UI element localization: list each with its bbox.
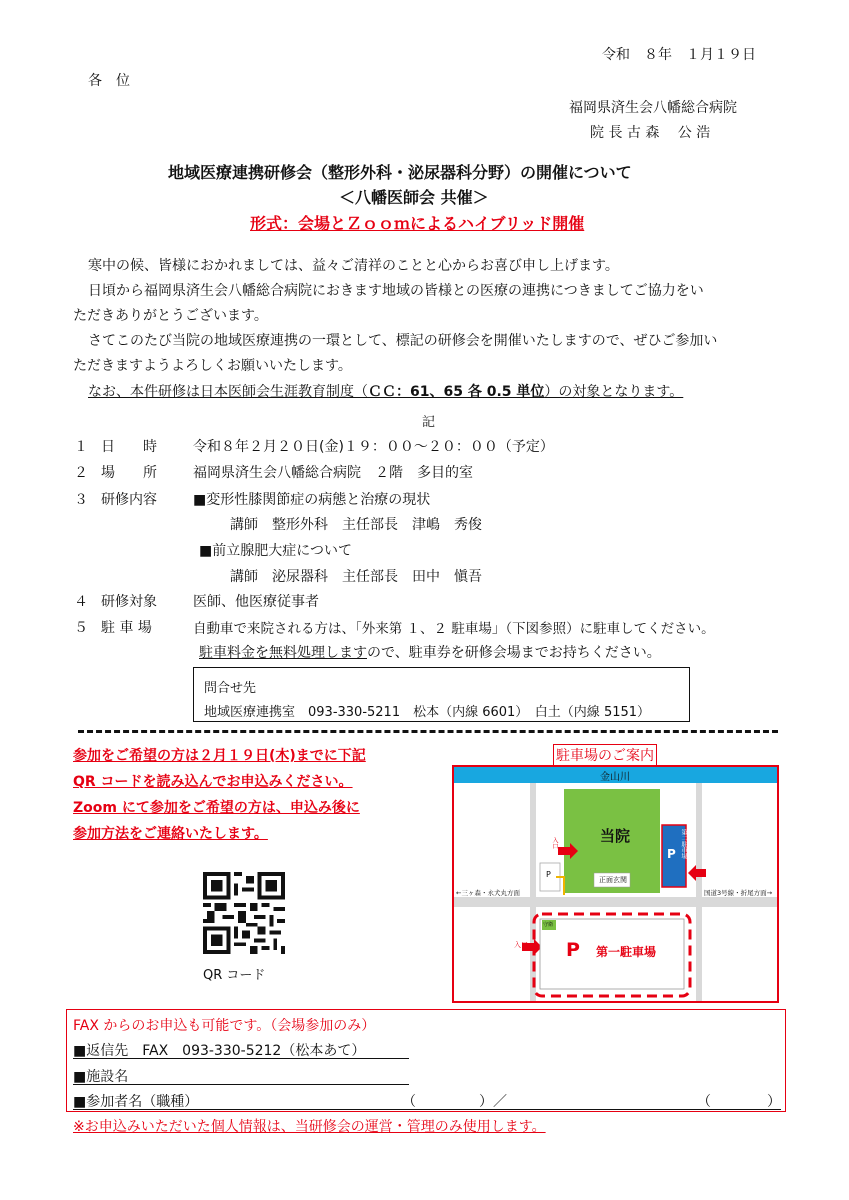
participant-paren-open-2: （: [697, 1094, 711, 1110]
participant-paren-close-2: ）: [767, 1094, 781, 1110]
contact-details: 地域医療連携室 093-330-5211 松本（内線 6601） 白土（内線 5151）: [204, 705, 651, 720]
paragraph-4: [88, 385, 683, 399]
entrance-label-bottom: 入口: [514, 941, 528, 949]
paragraph-3b: ただきますようよろしくお願いいたします。: [73, 358, 352, 374]
parking-1-mark: P: [566, 939, 580, 961]
parking-2-label: 第二駐車場: [680, 829, 687, 859]
road-main: [454, 897, 777, 907]
fax-reply-to: ■返信先 FAX 093-330-5212（松本あて）: [73, 1043, 366, 1059]
item-1-num: １: [74, 439, 88, 455]
road-right-label: 国道3号線・折尾方面→: [704, 889, 773, 897]
topic-2: ■前立腺肥大症について: [199, 543, 352, 559]
facility-field[interactable]: [73, 1084, 409, 1085]
contact-box: [193, 667, 690, 722]
qr-code[interactable]: [203, 872, 285, 954]
apply-line-2: QR コードを読み込んでお申込みください。: [73, 774, 353, 790]
facility-label: ■施設名: [73, 1069, 129, 1085]
main-entrance-label: 正面玄関: [599, 876, 627, 884]
parking-map: [452, 765, 779, 1003]
fax-heading: FAX からのお申込も可能です。（会場参加のみ）: [73, 1018, 376, 1034]
entrance-label-left: 入口: [551, 837, 558, 849]
river-label: 金山川: [600, 772, 630, 783]
item-4-value: 医師、他医療従事者: [193, 594, 319, 610]
road-left-label: ←三ヶ森・永犬丸方面: [456, 889, 520, 897]
road-right: [696, 783, 702, 1001]
item-2-num: ２: [74, 465, 88, 481]
participant-field[interactable]: [73, 1109, 781, 1110]
cc-post: ）の対象となります。: [544, 384, 684, 400]
parking-2-mark: P: [667, 847, 676, 861]
item-2-label: 場 所: [101, 465, 157, 481]
paragraph-1: 寒中の候、皆様におかれましては、益々ご清祥のことと心からお喜び申し上げます。: [88, 258, 619, 274]
item-2-value: 福岡県済生会八幡総合病院 ２階 多目的室: [193, 465, 473, 481]
lecturer-2: 講師 泌尿器科 主任部長 田中 愼吾: [230, 569, 482, 585]
parking-note: [199, 642, 661, 662]
qr-label: QR コード: [203, 968, 266, 983]
participant-label: ■参加者名（職種）: [73, 1094, 199, 1110]
paragraph-2b: ただきありがとうございます。: [73, 308, 268, 324]
section-divider: [78, 730, 778, 733]
parking-1-label: 第一駐車場: [596, 945, 657, 959]
item-5-label: 駐 車 場: [101, 620, 152, 636]
parking-rest: ので、駐車券を研修会場までお持ちください。: [367, 645, 661, 661]
item-5-num: ５: [74, 620, 88, 636]
format-title: 形式：会場とＺｏｏｍによるハイブリッド開催: [250, 214, 585, 233]
main-title: 地域医療連携研修会（整形外科・泌尿器科分野）の開催について: [168, 163, 632, 182]
cc-credits: ＣＣ：61、65 各 0.5 単位: [368, 384, 545, 400]
reply-underline: [73, 1058, 409, 1059]
apply-line-4: 参加方法をご連絡いたします。: [73, 826, 268, 842]
sender-org: 福岡県済生会八幡総合病院: [569, 100, 737, 116]
item-1-label: 日 時: [101, 439, 157, 455]
fax-form: [66, 1009, 786, 1112]
sub-title: ＜八幡医師会 共催＞: [339, 188, 489, 207]
cc-pre: なお、本件研修は日本医師会生涯教育制度（: [88, 384, 368, 400]
hospital-label: 当院: [600, 827, 631, 845]
participant-paren-open: （: [402, 1094, 416, 1110]
topic-1: ■変形性膝関節症の病態と治療の現状: [193, 492, 431, 508]
parking-free: 駐車料金を無料処理します: [199, 645, 367, 661]
guard-label: 守衛: [543, 922, 554, 928]
addressee: 各 位: [88, 73, 130, 89]
small-parking-mark: P: [546, 870, 551, 879]
item-4-label: 研修対象: [101, 594, 157, 610]
date: 令和 ８年 １月１９日: [602, 47, 756, 63]
item-3-num: ３: [74, 492, 88, 508]
item-1-value: 令和８年２月２０日(金)１９：００〜２０：００（予定）: [193, 439, 554, 455]
footer-note: ※お申込みいただいた個人情報は、当研修会の運営・管理のみ使用します。: [73, 1119, 546, 1135]
contact-heading: 問合せ先: [204, 681, 257, 696]
item-5-value: 自動車で来院される方は、「外来第 １、２ 駐車場」（下図参照）に駐車してください。: [193, 621, 715, 637]
item-4-num: ４: [74, 594, 88, 610]
map-title: 駐車場のご案内: [553, 744, 657, 766]
apply-line-3: Zoom にて参加をご希望の方は、申込み後に: [73, 800, 360, 816]
paragraph-2a: 日頃から福岡県済生会八幡総合病院におきます地域の皆様との医療の連携につきましてご協力をい: [88, 283, 704, 299]
apply-line-1: 参加をご希望の方は２月１９日(木)までに下記: [73, 748, 366, 764]
lecturer-1: 講師 整形外科 主任部長 津嶋 秀俊: [230, 517, 482, 533]
paragraph-3a: さてこのたび当院の地域医療連携の一環として、標記の研修会を開催いたしますので、ぜひご参加い: [88, 333, 718, 349]
participant-paren-close: ）／: [479, 1094, 507, 1110]
sender-name: 院 長 古 森 公 浩: [590, 125, 711, 141]
item-3-label: 研修内容: [101, 492, 157, 508]
ki-mark: 記: [422, 415, 436, 430]
